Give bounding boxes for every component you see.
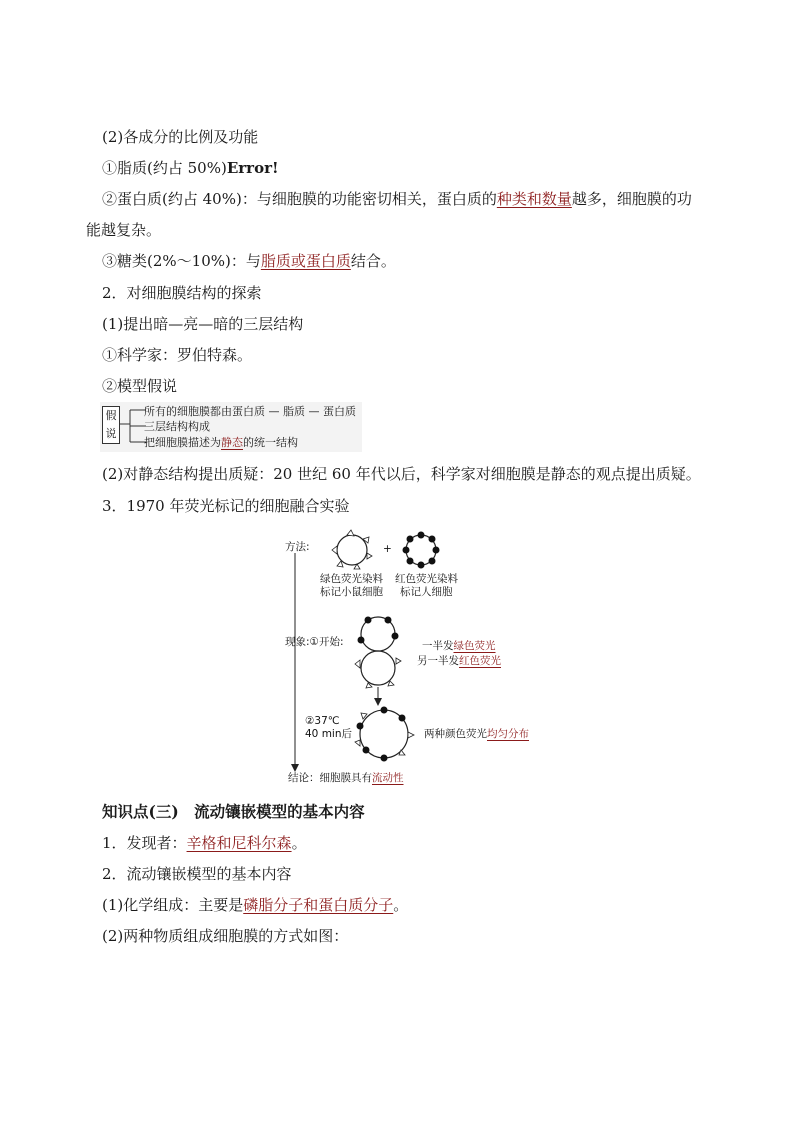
phenomenon-label: 现象:①开始:	[285, 636, 344, 648]
mouse-cell-label-1: 绿色荧光染料	[320, 573, 383, 585]
fused-cell-icon	[355, 617, 401, 689]
sugar-line	[102, 251, 396, 271]
step2-label-2: 40 min后	[305, 728, 352, 740]
model-row-2: 三层结构构成	[144, 420, 210, 433]
knowledge-point-3-heading: 知识点(三) 流动镶嵌模型的基本内容	[102, 802, 365, 821]
result-answer: 均匀分布	[487, 728, 529, 740]
composition-text: (1)化学组成：主要是	[102, 896, 244, 914]
half-red-label	[417, 655, 501, 668]
conclusion-text: 结论：细胞膜具有	[288, 772, 372, 784]
conclusion-answer: 流动性	[372, 772, 404, 784]
protein-text: ②蛋白质(约占 40%)：与细胞膜的功能密切相关，蛋白质的	[102, 190, 497, 208]
human-cell-icon	[403, 532, 440, 569]
model-hypothesis-box	[100, 402, 362, 452]
three-layer-heading: (1)提出暗—亮—暗的三层结构	[102, 315, 304, 333]
sugar-text: ③糖类(2%～10%)：与	[102, 252, 261, 270]
arrangement-line: (2)两种物质组成细胞膜的方式如图：	[102, 927, 349, 945]
half-red-answer: 红色荧光	[459, 655, 501, 667]
protein-line-continued: 能越复杂。	[86, 221, 162, 239]
model-title: ②模型假说	[102, 377, 178, 395]
sugar-answer: 脂质或蛋白质	[260, 252, 351, 270]
model-row-3-text: 把细胞膜描述为	[144, 436, 221, 449]
lipid-text: ①脂质(约占 50%)	[102, 159, 227, 177]
result-label	[424, 728, 529, 741]
half-green-label	[422, 640, 496, 653]
section-heading-ratio: (2)各成分的比例及功能	[102, 128, 259, 146]
model-row-1: 所有的细胞膜都由蛋白质 — 脂质 — 蛋白质	[144, 405, 356, 418]
human-cell-label-1: 红色荧光染料	[395, 573, 458, 585]
plus-sign: +	[383, 543, 392, 555]
composition-suffix: 。	[393, 896, 409, 914]
half-green-answer: 绿色荧光	[453, 640, 496, 652]
composition-line	[102, 895, 408, 915]
protein-answer: 种类和数量	[496, 190, 572, 208]
exploration-heading: 2．对细胞膜结构的探索	[102, 284, 262, 302]
discoverer-answer: 辛格和尼科尔森	[186, 834, 292, 852]
half-red-text: 另一半发	[417, 655, 459, 667]
mouse-cell-label-2: 标记小鼠细胞	[320, 586, 383, 598]
scientist-line: ①科学家：罗伯特森。	[102, 346, 253, 364]
static-doubt-line: (2)对静态结构提出质疑：20 世纪 60 年代以后，科学家对细胞膜是静态的观点提出质疑。	[102, 465, 701, 483]
tag-char-2: 说	[105, 427, 117, 440]
discoverer-line	[102, 833, 307, 853]
model-row-3	[144, 436, 298, 449]
discoverer-suffix: 。	[291, 834, 307, 852]
tag-char-1: 假	[105, 409, 117, 422]
model-row-3-suffix: 的统一结构	[243, 436, 298, 449]
protein-text-2: 越多，细胞膜的功	[571, 190, 692, 208]
discoverer-text: 1．发现者：	[102, 834, 187, 852]
human-cell-label-2: 标记人细胞	[400, 586, 453, 598]
diagram-graphics	[280, 528, 540, 790]
experiment-heading: 3．1970 年荧光标记的细胞融合实验	[102, 497, 350, 515]
step2-label-1: ②37℃	[305, 715, 340, 727]
error-text: Error!	[226, 159, 279, 177]
conclusion-label	[288, 772, 404, 785]
composition-answer: 磷脂分子和蛋白质分子	[243, 896, 394, 914]
model-row-3-answer: 静态	[221, 436, 243, 449]
cell-fusion-diagram	[280, 528, 540, 790]
mouse-cell-icon	[332, 530, 372, 569]
sugar-text-2: 结合。	[350, 252, 396, 270]
result-text: 两种颜色荧光	[424, 728, 487, 740]
lipid-line	[102, 158, 279, 178]
method-label: 方法:	[285, 541, 310, 553]
half-green-text: 一半发	[422, 640, 454, 652]
mixed-cell-icon	[355, 707, 414, 762]
protein-line	[102, 189, 692, 209]
model-content-heading: 2．流动镶嵌模型的基本内容	[102, 865, 292, 883]
